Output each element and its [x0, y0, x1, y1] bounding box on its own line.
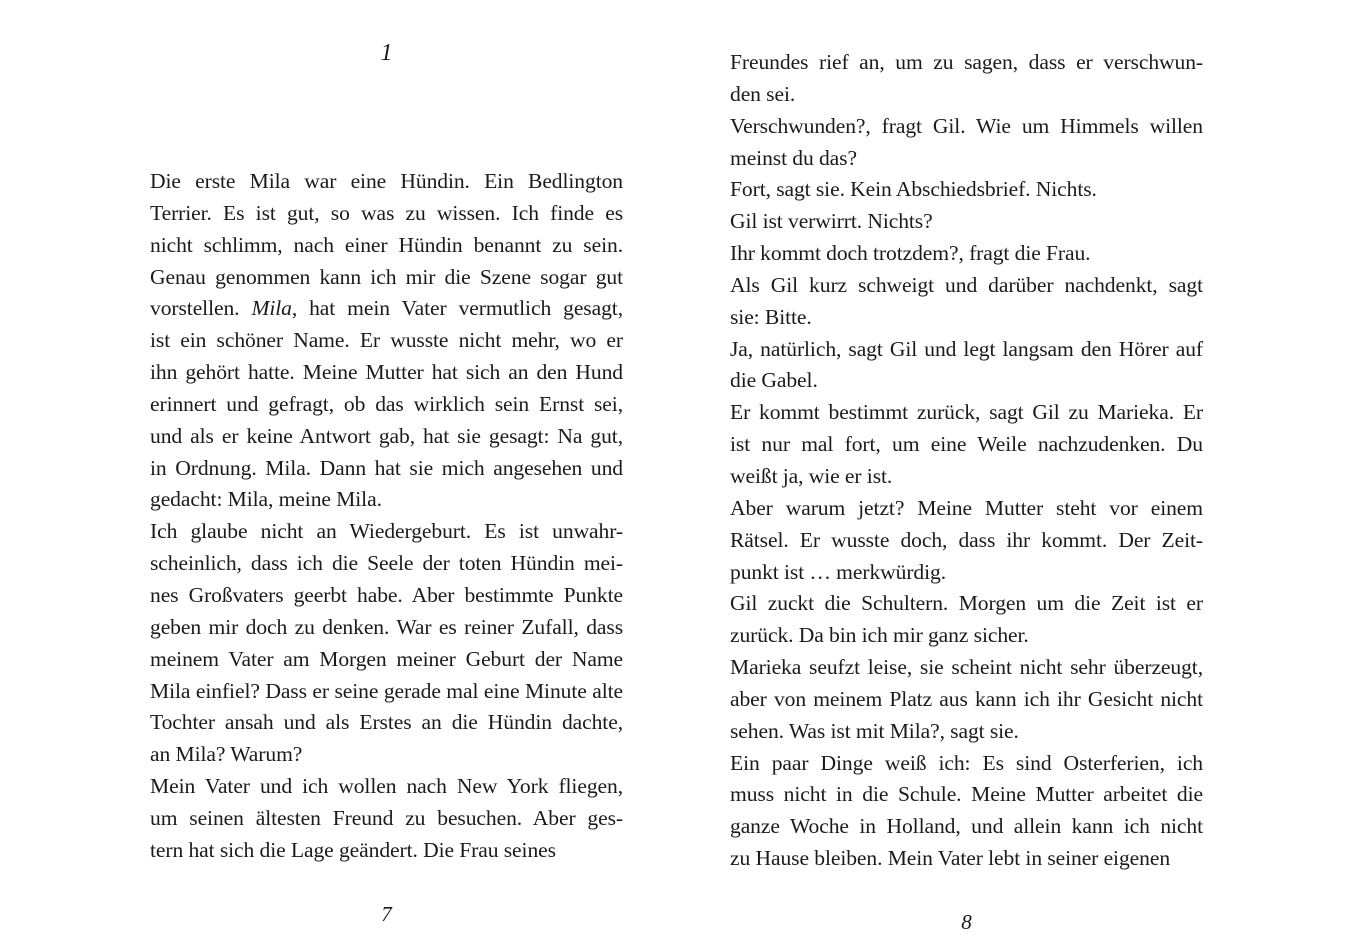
text-line: die Gabel. — [730, 368, 818, 393]
text-line: Mein Vater und ich wollen nach New York fliegen, — [150, 774, 623, 799]
text-line: vorstellen. Mila, hat mein Vater vermutlich gesagt, — [150, 296, 623, 321]
text-line: und als er keine Antwort gab, hat sie gesagt: Na gut, — [150, 423, 623, 448]
text-line: Er kommt bestimmt zurück, sagt Gil zu Marieka. Er — [730, 400, 1203, 425]
left-page — [150, 0, 623, 947]
paragraph — [150, 516, 623, 771]
text-line: Ihr kommt doch trotzdem?, fragt die Frau. — [730, 241, 1091, 266]
text-line: meinst du das? — [730, 145, 857, 170]
right-body-text — [730, 47, 1203, 875]
text-line: meinem Vater am Morgen meiner Geburt der Name — [150, 646, 623, 671]
paragraph — [150, 166, 623, 516]
paragraph — [730, 397, 1203, 493]
text-line: Als Gil kurz schweigt und darüber nachdenkt, sagt — [730, 272, 1203, 297]
page-number-right: 8 — [961, 910, 972, 934]
chapter-number: 1 — [380, 40, 393, 66]
paragraph — [730, 238, 1203, 270]
text-line: an Mila? Warum? — [150, 742, 303, 767]
text-line: nes Großvaters geerbt habe. Aber bestimmte Punkte — [150, 582, 623, 607]
text-line: Freundes rief an, um zu sagen, dass er verschwun- — [730, 50, 1203, 74]
text-line: gedacht: Mila, meine Mila. — [150, 487, 382, 512]
text-line: ist nur mal fort, um eine Weile nachzudenken. Du — [730, 432, 1203, 457]
text-line: scheinlich, dass ich die Seele der toten Hündin mei- — [150, 551, 623, 576]
text-line: Genau genommen kann ich mir die Szene sogar gut — [150, 264, 623, 289]
text-line: Mila einfiel? Dass er seine gerade mal eine Minute alte — [150, 678, 623, 703]
right-page — [730, 0, 1203, 947]
text-line: Terrier. Es ist gut, so was zu wissen. Ich finde es — [150, 200, 623, 225]
paragraph — [730, 334, 1203, 398]
text-line: zu Hause bleiben. Mein Vater lebt in seiner eigenen — [730, 846, 1171, 871]
text-line: Tochter ansah und als Erstes an die Hündin dachte, — [150, 710, 623, 735]
text-line: weißt ja, wie er ist. — [730, 463, 893, 488]
text-line: sie: Bitte. — [730, 304, 812, 329]
text-line: ganze Woche in Holland, und allein kann ich nicht — [730, 814, 1203, 839]
text-line: sehen. Was ist mit Mila?, sagt sie. — [730, 718, 1019, 743]
paragraph — [150, 771, 623, 867]
left-body-text — [150, 166, 623, 867]
text-line: zurück. Da bin ich mir ganz sicher. — [730, 623, 1029, 648]
text-line: Rätsel. Er wusste doch, dass ihr kommt. Der Zeit- — [730, 527, 1203, 552]
text-line: nicht schlimm, nach einer Hündin benannt zu sein. — [150, 232, 623, 257]
paragraph — [730, 588, 1203, 652]
text-line: Ich glaube nicht an Wiedergeburt. Es ist unwahr- — [150, 519, 623, 544]
text-line: Marieka seufzt leise, sie scheint nicht sehr überzeugt, — [730, 655, 1203, 680]
text-line: in Ordnung. Mila. Dann hat sie mich angesehen und — [150, 455, 623, 480]
page-number-left: 7 — [381, 902, 392, 926]
paragraph — [730, 270, 1203, 334]
text-line: ihn gehört hatte. Meine Mutter hat sich an den Hund — [150, 360, 623, 385]
text-line: Gil ist verwirrt. Nichts? — [730, 209, 933, 234]
paragraph — [730, 47, 1203, 111]
text-line: Gil zuckt die Schultern. Morgen um die Zeit ist er — [730, 591, 1203, 616]
text-line: Ja, natürlich, sagt Gil und legt langsam den Hörer auf — [730, 336, 1203, 361]
text-line: Die erste Mila war eine Hündin. Ein Bedlington — [150, 169, 623, 193]
text-line: Verschwunden?, fragt Gil. Wie um Himmels willen — [730, 113, 1203, 138]
text-line: Ein paar Dinge weiß ich: Es sind Osterferien, ich — [730, 750, 1203, 775]
text-line: ist ein schöner Name. Er wusste nicht mehr, wo er — [150, 328, 623, 353]
text-line: Aber warum jetzt? Meine Mutter steht vor einem — [730, 495, 1203, 520]
text-line: Fort, sagt sie. Kein Abschiedsbrief. Nichts. — [730, 177, 1097, 202]
text-line: tern hat sich die Lage geändert. Die Frau seines — [150, 837, 556, 862]
paragraph — [730, 748, 1203, 875]
paragraph — [730, 206, 1203, 238]
paragraph — [730, 111, 1203, 175]
text-line: geben mir doch zu denken. War es reiner Zufall, dass — [150, 614, 623, 639]
text-line: um seinen ältesten Freund zu besuchen. Aber ges- — [150, 805, 623, 830]
text-line: den sei. — [730, 81, 796, 106]
paragraph — [730, 652, 1203, 748]
text-line: muss nicht in die Schule. Meine Mutter arbeitet die — [730, 782, 1203, 807]
text-line: erinnert und gefragt, ob das wirklich sein Ernst sei, — [150, 391, 623, 416]
text-line: punkt ist … merkwürdig. — [730, 559, 947, 584]
text-line: aber von meinem Platz aus kann ich ihr Gesicht nicht — [730, 686, 1203, 711]
paragraph — [730, 493, 1203, 589]
paragraph — [730, 174, 1203, 206]
